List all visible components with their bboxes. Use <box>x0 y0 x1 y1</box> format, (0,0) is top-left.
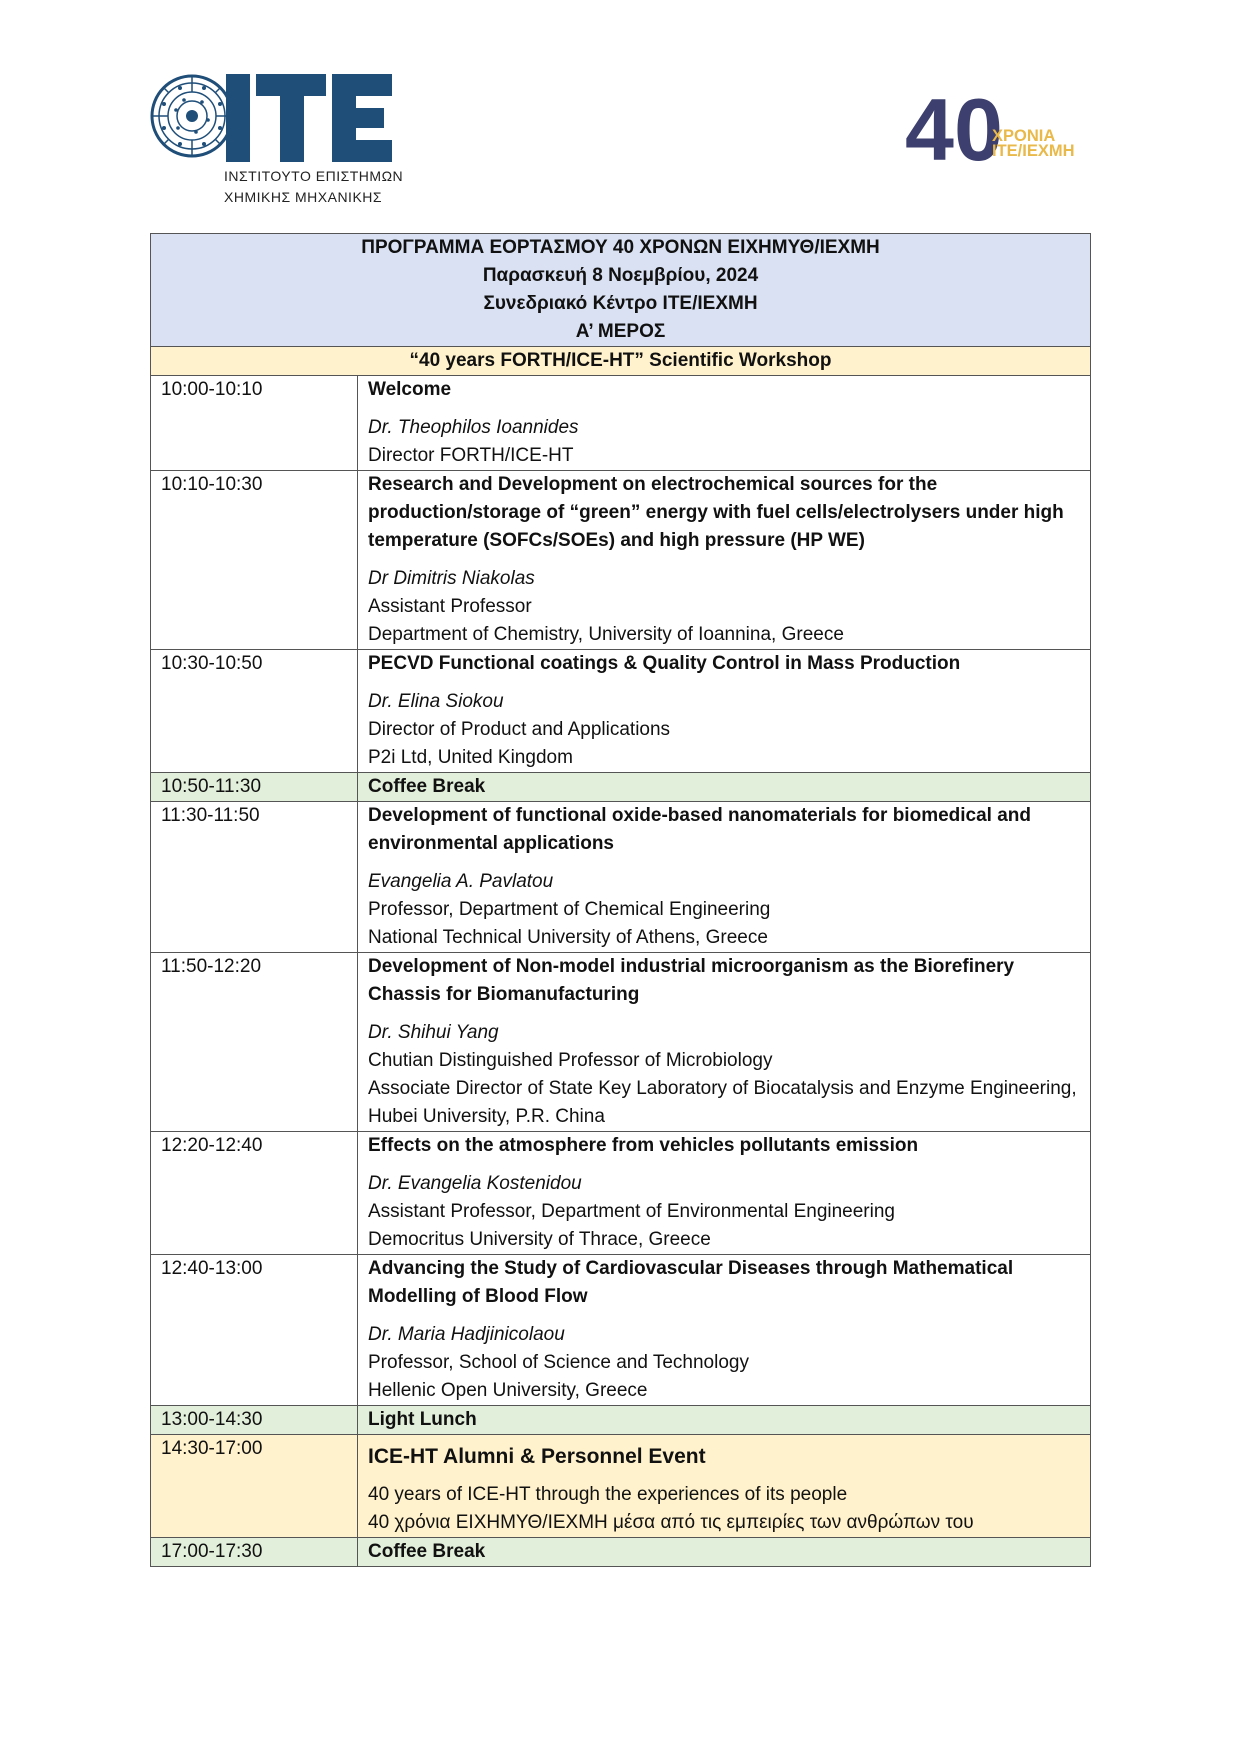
anniversary-logo-text <box>992 129 1075 159</box>
event-row <box>151 1435 1091 1538</box>
speaker-affiliation-line: Associate Director of State Key Laboratory of Biocatalysis and Enzyme Engineering, Hubei University, P.R. China <box>368 1078 1077 1127</box>
anniversary-line1: ΧΡΟΝΙΑ <box>992 127 1056 145</box>
session-title: PECVD Functional coatings & Quality Control in Mass Production <box>368 653 961 674</box>
programme-header-row <box>151 234 1091 347</box>
session-title: Light Lunch <box>368 1409 477 1430</box>
workshop-row <box>151 347 1091 376</box>
speaker-affiliation-line: National Technical University of Athens, Greece <box>368 927 768 948</box>
anniversary-line2: ΙΤΕ/ΙΕΧΜΗ <box>992 142 1075 160</box>
speaker-affiliation-line: Department of Chemistry, University of Ioannina, Greece <box>368 624 844 645</box>
speaker-name: Dr. Maria Hadjinicolaou <box>368 1324 565 1345</box>
programme-header <box>151 234 1091 347</box>
time-slot: 10:00-10:10 <box>151 376 358 471</box>
speaker-affiliation-line: Professor, Department of Chemical Engineering <box>368 899 771 920</box>
svg-text:40: 40 <box>905 88 1003 168</box>
session-title: Development of functional oxide-based nanomaterials for biomedical and environmental applications <box>368 805 1032 854</box>
spacer <box>368 404 1080 414</box>
session-title: Research and Development on electrochemical sources for the production/storage of “green” energy with fuel cells/electrolysers under high temperature (SOFCs/SOEs) and high pressure (HP WE) <box>368 474 1064 551</box>
ite-wordmark <box>226 74 406 164</box>
break-row <box>151 1538 1091 1567</box>
speaker-affiliation-line: Director of Product and Applications <box>368 719 671 740</box>
talk-row <box>151 802 1091 953</box>
spacer <box>368 1311 1080 1321</box>
time-slot: 14:30-17:00 <box>151 1435 358 1538</box>
spacer <box>368 858 1080 868</box>
speaker-affiliation-line: Director FORTH/ICE-HT <box>368 445 574 466</box>
speaker-affiliation-line: P2i Ltd, United Kingdom <box>368 747 573 768</box>
session-title: Coffee Break <box>368 776 486 797</box>
event-description-line: 40 χρόνια ΕΙΧΗΜΥΘ/ΙΕΧΜΗ μέσα από τις εμπειρίες των ανθρώπων του <box>368 1512 974 1533</box>
spacer <box>368 1009 1080 1019</box>
header-venue: Συνεδριακό Κέντρο ΙΤΕ/ΙΕΧΜΗ <box>483 293 758 314</box>
session-details <box>358 1435 1091 1538</box>
header-title: ΠΡΟΓΡΑΜΜΑ ΕΟΡΤΑΣΜΟΥ 40 ΧΡΟΝΩΝ ΕΙΧΗΜΥΘ/ΙΕΧΜΗ <box>361 237 880 258</box>
session-title: Effects on the atmosphere from vehicles pollutants emission <box>368 1135 919 1156</box>
time-slot: 10:10-10:30 <box>151 471 358 650</box>
schedule-rows <box>151 376 1091 1567</box>
talk-row <box>151 1132 1091 1255</box>
session-title: Coffee Break <box>368 1541 486 1562</box>
session-title: Welcome <box>368 379 452 400</box>
talk-row <box>151 376 1091 471</box>
time-slot: 10:30-10:50 <box>151 650 358 773</box>
break-row <box>151 773 1091 802</box>
spacer <box>368 1160 1080 1170</box>
session-details <box>358 376 1091 471</box>
speaker-name: Evangelia A. Pavlatou <box>368 871 554 892</box>
talk-row <box>151 953 1091 1132</box>
header-part: Α’ ΜΕΡΟΣ <box>575 321 666 342</box>
ite-subtitle-line1: ΙΝΣΤΙΤΟΥΤΟ ΕΠΙΣΤΗΜΩΝ <box>224 168 404 184</box>
session-details <box>358 650 1091 773</box>
speaker-name: Dr. Theophilos Ioannides <box>368 417 579 438</box>
session-details <box>358 471 1091 650</box>
talk-row <box>151 650 1091 773</box>
session-title: Advancing the Study of Cardiovascular Diseases through Mathematical Modelling of Blood Flow <box>368 1258 1014 1307</box>
header-date: Παρασκευή 8 Νοεμβρίου, 2024 <box>482 265 759 286</box>
session-details <box>358 1538 1091 1567</box>
time-slot: 17:00-17:30 <box>151 1538 358 1567</box>
session-details <box>358 1132 1091 1255</box>
speaker-name: Dr Dimitris Niakolas <box>368 568 535 589</box>
event-title: ICE-HT Alumni & Personnel Event <box>368 1445 706 1468</box>
phaistos-disc-seal-icon <box>150 74 234 158</box>
event-description-line: 40 years of ICE-HT through the experiences of its people <box>368 1484 848 1505</box>
time-slot: 12:40-13:00 <box>151 1255 358 1406</box>
session-title: Development of Non-model industrial microorganism as the Biorefinery Chassis for Biomanufacturing <box>368 956 1015 1005</box>
talk-row <box>151 471 1091 650</box>
session-details <box>358 802 1091 953</box>
break-row <box>151 1406 1091 1435</box>
talk-row <box>151 1255 1091 1406</box>
spacer <box>368 555 1080 565</box>
speaker-affiliation-line: Chutian Distinguished Professor of Microbiology <box>368 1050 773 1071</box>
time-slot: 13:00-14:30 <box>151 1406 358 1435</box>
programme-table <box>150 233 1091 1567</box>
ite-logo <box>150 74 410 214</box>
speaker-affiliation-line: Assistant Professor, Department of Environmental Engineering <box>368 1201 895 1222</box>
spacer <box>368 678 1080 688</box>
time-slot: 11:50-12:20 <box>151 953 358 1132</box>
ite-subtitle-line2: ΧΗΜΙΚΗΣ ΜΗΧΑΝΙΚΗΣ <box>224 189 383 205</box>
session-details <box>358 1406 1091 1435</box>
speaker-affiliation-line: Assistant Professor <box>368 596 532 617</box>
speaker-affiliation-line: Democritus University of Thrace, Greece <box>368 1229 711 1250</box>
time-slot: 11:30-11:50 <box>151 802 358 953</box>
speaker-affiliation-line: Hellenic Open University, Greece <box>368 1380 648 1401</box>
time-slot: 12:20-12:40 <box>151 1132 358 1255</box>
anniversary-logo <box>905 88 1100 168</box>
speaker-name: Dr. Shihui Yang <box>368 1022 499 1043</box>
speaker-affiliation-line: Professor, School of Science and Technology <box>368 1352 749 1373</box>
speaker-name: Dr. Elina Siokou <box>368 691 504 712</box>
ite-subtitle <box>224 166 403 208</box>
time-slot: 10:50-11:30 <box>151 773 358 802</box>
speaker-name: Dr. Evangelia Kostenidou <box>368 1173 582 1194</box>
workshop-title: “40 years FORTH/ICE-HT” Scientific Workshop <box>151 347 1091 376</box>
session-details <box>358 773 1091 802</box>
session-details <box>358 953 1091 1132</box>
session-details <box>358 1255 1091 1406</box>
